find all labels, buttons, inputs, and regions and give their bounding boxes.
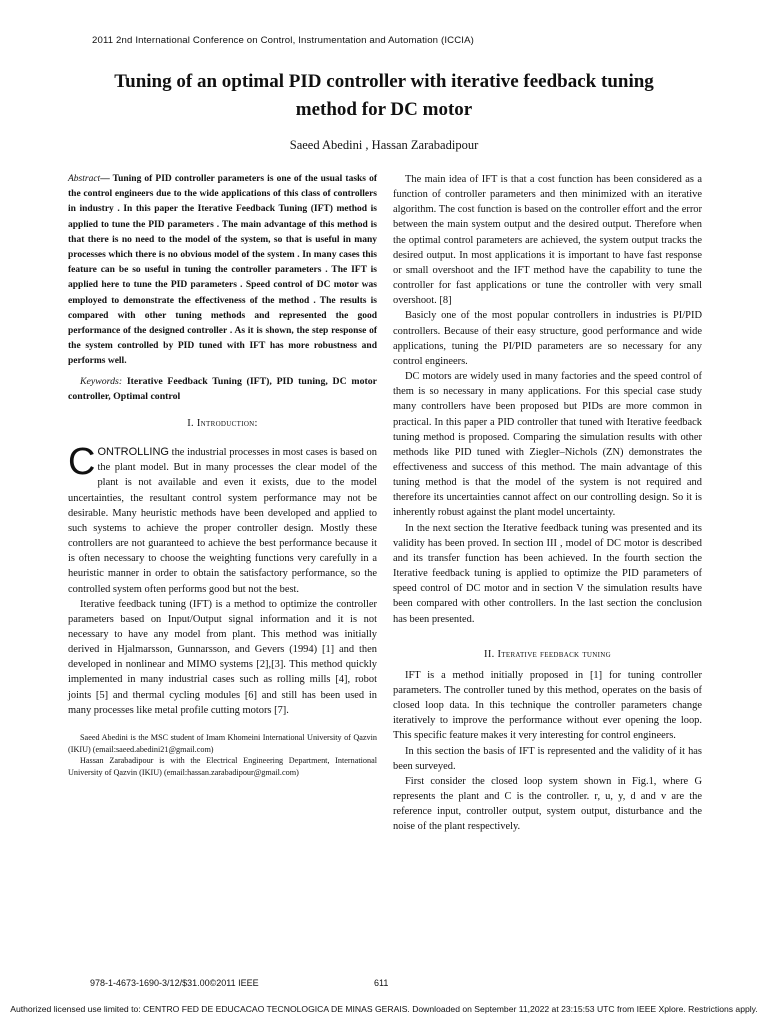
authors: Saeed Abedini , Hassan Zarabadipour <box>289 138 479 152</box>
author-footnotes <box>68 732 377 778</box>
abstract-text: Tuning of PID controller parameters is one of the usual tasks of the control engineers due to the wide applications of this class of controllers in industry . In this paper the Iterative Feedback Tuning (IFT) method is applied to tune the PID parameters . The main advantage of this method is that there is no need to the model of the system, so that is useful in many processes which there is no obvious model of the system . In many cases this feature can be so useful in tuning the controller parameters . The IFT is applied here to tune the PID parameters . Speed control of DC motor was employed to demonstrate the effectiveness of the method . The results is compared with other tuning methods and represented the good performance of the designed controller . As it is shown, the step response of the system controlled by PID tuned with IFT has more robustness and performs well. <box>68 174 377 367</box>
right-paragraph-1: The main idea of IFT is that a cost function has been considered as a function of controller parameters and then minimized with an iterative algorithm. The cost function is based on the controller effort and the error between the main system output and the desired output. Therefore when the optimal control parameters are achieved, the system output tracks the desired output. In most applications it is important to have fast response or small overshoot and the IFT method have the capability to tune the controller for fast applications or tune the controller with very small overshoot. [8] <box>393 174 702 307</box>
paper-title <box>60 68 708 124</box>
section-2-paragraph-3: First consider the closed loop system shown in Fig.1, where G represents the plant and C is the controller. r, u, y, d and v are the reference input, controller output, system output, disturbance and the noise of the plant respectively. <box>393 775 702 833</box>
right-paragraph-4: In the next section the Iterative feedback tuning was presented and its validity has been proved. In section III , model of DC motor is described and its transfer function has been achieved. In the fourth section the Iterative feedback tuning is applied to optimize the PID parameters of speed control of DC motor and in section V the simulation results have been compared with other controllers. In the last section the conclusion has been presented. <box>393 522 702 625</box>
right-paragraph-3: DC motors are widely used in many factories and the speed control of them is so necessary in many applications. For this special case study many controllers have been proposed but PIDs are more common in practical. In this paper a PID controller that tuned with Iterative feedback tuning method is proposed. Comparing the simulation results with other methods like PID tuned with Ziegler–Nichols (ZN) demonstrates the effectiveness and success of this method. The main advantage of this tuning method is that the model of the system is not required and therefore its uncertainties cannot affect on our controlling design. So it is inherently robust against the plant model uncertainty. <box>393 371 702 519</box>
conference-header: 2011 2nd International Conference on Control, Instrumentation and Automation (ICCIA) <box>92 35 475 46</box>
right-column <box>393 172 702 835</box>
intro-paragraph-1 <box>68 441 377 597</box>
keywords-text: Iterative Feedback Tuning (IFT), PID tuning, DC motor controller, Optimal control <box>68 375 377 402</box>
right-paragraph-2: Basicly one of the most popular controllers in industries is PI/PID controllers. Because of their easy structure, good performance and wide applications, tuning the PI/PID parameters are so necessary for any control engineers. <box>393 310 702 367</box>
section-2-paragraph-1: IFT is a method initially proposed in [1] for tuning controller parameters. The controller tuned by this method, operates on the basis of closed loop data. In this technique the controller parameters change iteratively to improve the performance without ever opening the loop. This specific feature makes it very interesting for control engineers. <box>393 669 702 742</box>
left-column <box>68 172 377 778</box>
first-word: ONTROLLING <box>97 446 169 459</box>
abstract <box>68 172 377 370</box>
section-1-heading: I. Introduction: <box>187 417 258 429</box>
isbn-copyright: 978-1-4673-1690-3/12/$31.00©2011 IEEE <box>90 978 259 988</box>
footnote-2: Hassan Zarabadipour is with the Electrical Engineering Department, International University of Qazvin (IKIU) (email:hassan.zarabadipour@gmail.com) <box>68 756 377 777</box>
footnote-1: Saeed Abedini is the MSC student of Imam Khomeini International University of Qazvin (IKIU) (email:saeed.abedini21@gmail.com) <box>68 732 377 754</box>
drop-cap: C <box>68 441 96 484</box>
license-notice: Authorized licensed use limited to: CENTRO FED DE EDUCACAO TECNOLOGICA DE MINAS GERAIS. Downloaded on September 11,2022 at 23:15:53 UTC from IEEE Xplore. Restrictions apply. <box>10 1004 758 1014</box>
title-line-2: method for DC motor <box>295 99 473 120</box>
abstract-dash: — <box>100 174 113 184</box>
section-2-heading: II. Iterative feedback tuning <box>484 648 611 660</box>
abstract-label: Abstract <box>68 174 101 184</box>
keywords-label: Keywords: <box>80 375 123 387</box>
intro-paragraph-1-text: the industrial processes in most cases is based on the plant model. But in many processes the clear model of the plant is not available and even it exists, due to the model uncertainties, the resultant control system performance may not be desirable. Many heuristic methods have been developed and applied to such systems to achieve the proper controller design. Mostly these controllers are not guaranteed to achieve the best performance because it is often necessary to choose the weighting functions very carefully in a heuristic manner in order to obtain the satisfactory performance, so the controlled system often performs good but not the best. <box>68 447 377 595</box>
keywords <box>68 374 377 404</box>
page-number: 611 <box>374 978 389 988</box>
section-2-paragraph-2: In this section the basis of IFT is represented and the validity of it has been surveyed. <box>393 745 702 772</box>
title-line-1: Tuning of an optimal PID controller with iterative feedback tuning <box>114 71 654 92</box>
intro-paragraph-2: Iterative feedback tuning (IFT) is a method to optimize the controller parameters based on Input/Output signal information and it is not necessary to have any model from plant. This method was initially derived in Hjalmarsson, Gunnarsson, and Gevers (1994) [1] and then developed in nonlinear and MIMO systems [2],[3]. This method quickly implemented in many industrial cases such as rolling mills [4], robot joints [5] and thermal cycling modules [6] and still has been used in many processes like metal profile cutting motors [7]. <box>68 598 377 716</box>
